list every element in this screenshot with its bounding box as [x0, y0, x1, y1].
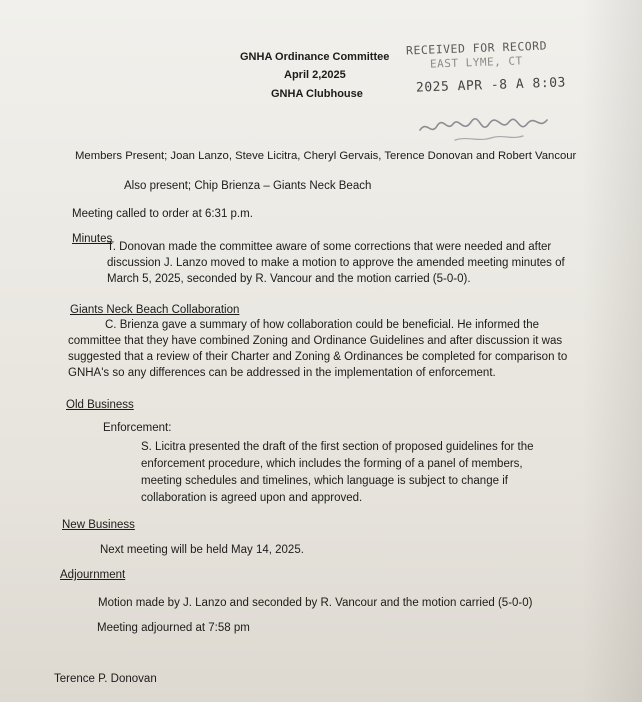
- old-business-line-2: enforcement procedure, which includes the forming of a panel of members,: [141, 458, 523, 470]
- old-business-heading: Old Business: [66, 399, 134, 411]
- new-business-heading: New Business: [62, 519, 135, 531]
- meeting-adjourned: Meeting adjourned at 7:58 pm: [97, 622, 250, 634]
- committee-title: GNHA Ordinance Committee: [240, 51, 390, 63]
- collaboration-line-1: C. Brienza gave a summary of how collaboration could be beneficial. He informed the: [105, 319, 540, 331]
- page-shadow: [582, 0, 642, 702]
- received-stamp-line3: 2025 APR -8 A 8:03: [415, 75, 567, 96]
- meeting-location: GNHA Clubhouse: [271, 88, 363, 100]
- also-present: Also present; Chip Brienza – Giants Neck Beach: [124, 180, 372, 192]
- next-meeting: Next meeting will be held May 14, 2025.: [100, 544, 304, 556]
- received-stamp-line2: EAST LYME, CT: [429, 54, 523, 71]
- adjournment-heading: Adjournment: [60, 569, 126, 581]
- adjournment-motion: Motion made by J. Lanzo and seconded by R. Vancour and the motion carried (5-0-0): [98, 597, 533, 609]
- enforcement-subheading: Enforcement:: [103, 422, 172, 434]
- call-to-order: Meeting called to order at 6:31 p.m.: [72, 208, 253, 220]
- clerk-signature-scrawl: [415, 112, 555, 146]
- received-stamp-line1: RECEIVED FOR RECORD: [405, 38, 548, 58]
- minutes-line-2: discussion J. Lanzo moved to make a motion to approve the amended meeting minutes of: [107, 257, 565, 269]
- old-business-line-3: meeting schedules and timelines, which language is subject to change if: [141, 475, 508, 487]
- old-business-line-1: S. Licitra presented the draft of the first section of proposed guidelines for the: [141, 441, 534, 453]
- old-business-line-4: collaboration is agreed upon and approved.: [141, 492, 363, 504]
- meeting-date: April 2,2025: [284, 69, 346, 81]
- secretary-name: Terence P. Donovan: [54, 673, 157, 685]
- collaboration-line-2: committee that they have combined Zoning and Ordinance Guidelines and after discussion it was: [68, 335, 563, 347]
- minutes-line-1: T. Donovan made the committee aware of some corrections that were needed and after: [107, 241, 552, 253]
- minutes-line-3: March 5, 2025, seconded by R. Vancour and the motion carried (5-0-0).: [107, 273, 471, 285]
- collaboration-line-4: GNHA's so any differences can be addressed in the implementation of enforcement.: [68, 367, 496, 379]
- minutes-heading: Minutes: [72, 233, 113, 245]
- collaboration-line-3: suggested that a review of their Charter and Zoning & Ordinances be completed for comparison to: [68, 351, 568, 363]
- collaboration-heading: Giants Neck Beach Collaboration: [70, 304, 240, 316]
- members-present: Members Present; Joan Lanzo, Steve Licitra, Cheryl Gervais, Terence Donovan and Robert Vancour: [75, 150, 577, 162]
